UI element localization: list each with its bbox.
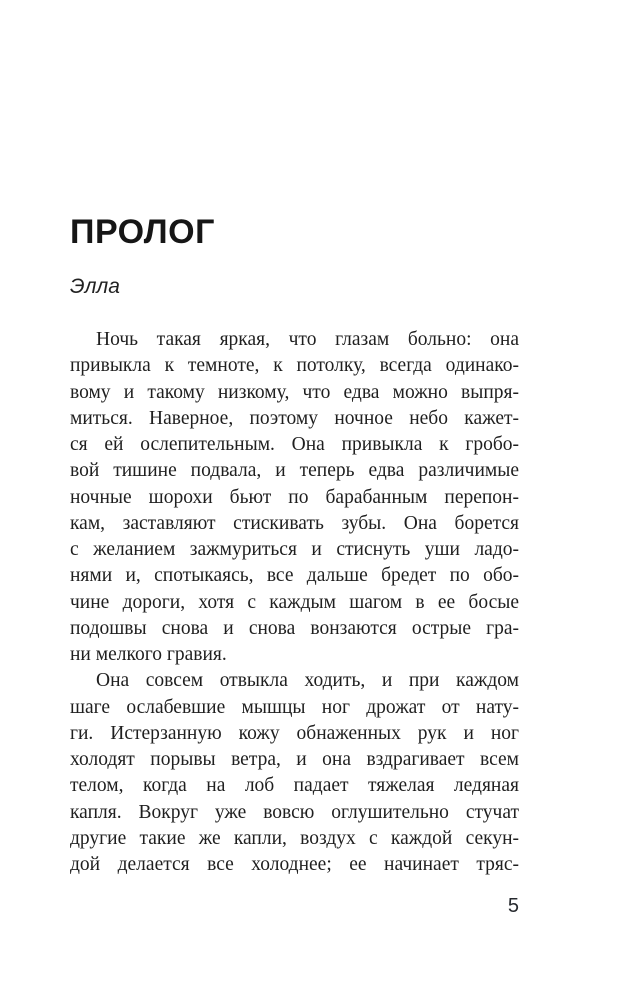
text-line: дой делается все холоднее; ее начинает тряс- [70,854,519,875]
text-line: ни мелкого гравия. [70,644,227,665]
text-line: ги. Истерзанную кожу обнаженных рук и ног [70,722,519,744]
text-line: кам, заставляют стискивать зубы. Она борется [70,512,519,534]
text-line: капля. Вокруг уже вовсю оглушительно стучат [70,801,519,823]
page-content [70,215,519,917]
text-line: холодят порывы ветра, и она вздрагивает всем [70,749,519,770]
text-line: шаге ослабевшие мышцы ног дрожат от нату- [70,696,519,718]
text-line: вому и такому низкому, что едва можно выпря- [70,381,519,403]
text-line: вой тишине подвала, и теперь едва различимые [70,460,519,482]
text-line: ночные шорохи бьют по барабанным перепон- [70,486,519,508]
page-number: 5 [507,895,519,918]
text-line: чине дороги, хотя с каждым шагом в ее босые [70,591,519,613]
text-line: с желанием зажмуриться и стиснуть уши ладо- [70,539,519,560]
text-line: нями и, спотыкаясь, все дальше бредет по обо- [70,565,519,587]
body-text [70,327,519,878]
text-line: привыкла к темноте, к потолку, всегда одинако- [70,355,519,377]
text-line: подошвы снова и снова вонзаются острые гра- [70,617,519,639]
text-line: Она совсем отвыкла ходить, и при каждом [96,670,519,692]
chapter-heading: ПРОЛОГ [70,213,215,251]
text-line: ся ей ослепительным. Она привыкла к гробо- [70,434,519,455]
text-line: Ночь такая яркая, что глазам больно: она [96,329,519,350]
text-line: телом, когда на лоб падает тяжелая ледяная [70,775,519,797]
character-name-subheading: Элла [70,275,120,298]
text-line: миться. Наверное, поэтому ночное небо кажет- [70,407,519,429]
text-line: другие такие же капли, воздух с каждой секун- [70,827,519,849]
